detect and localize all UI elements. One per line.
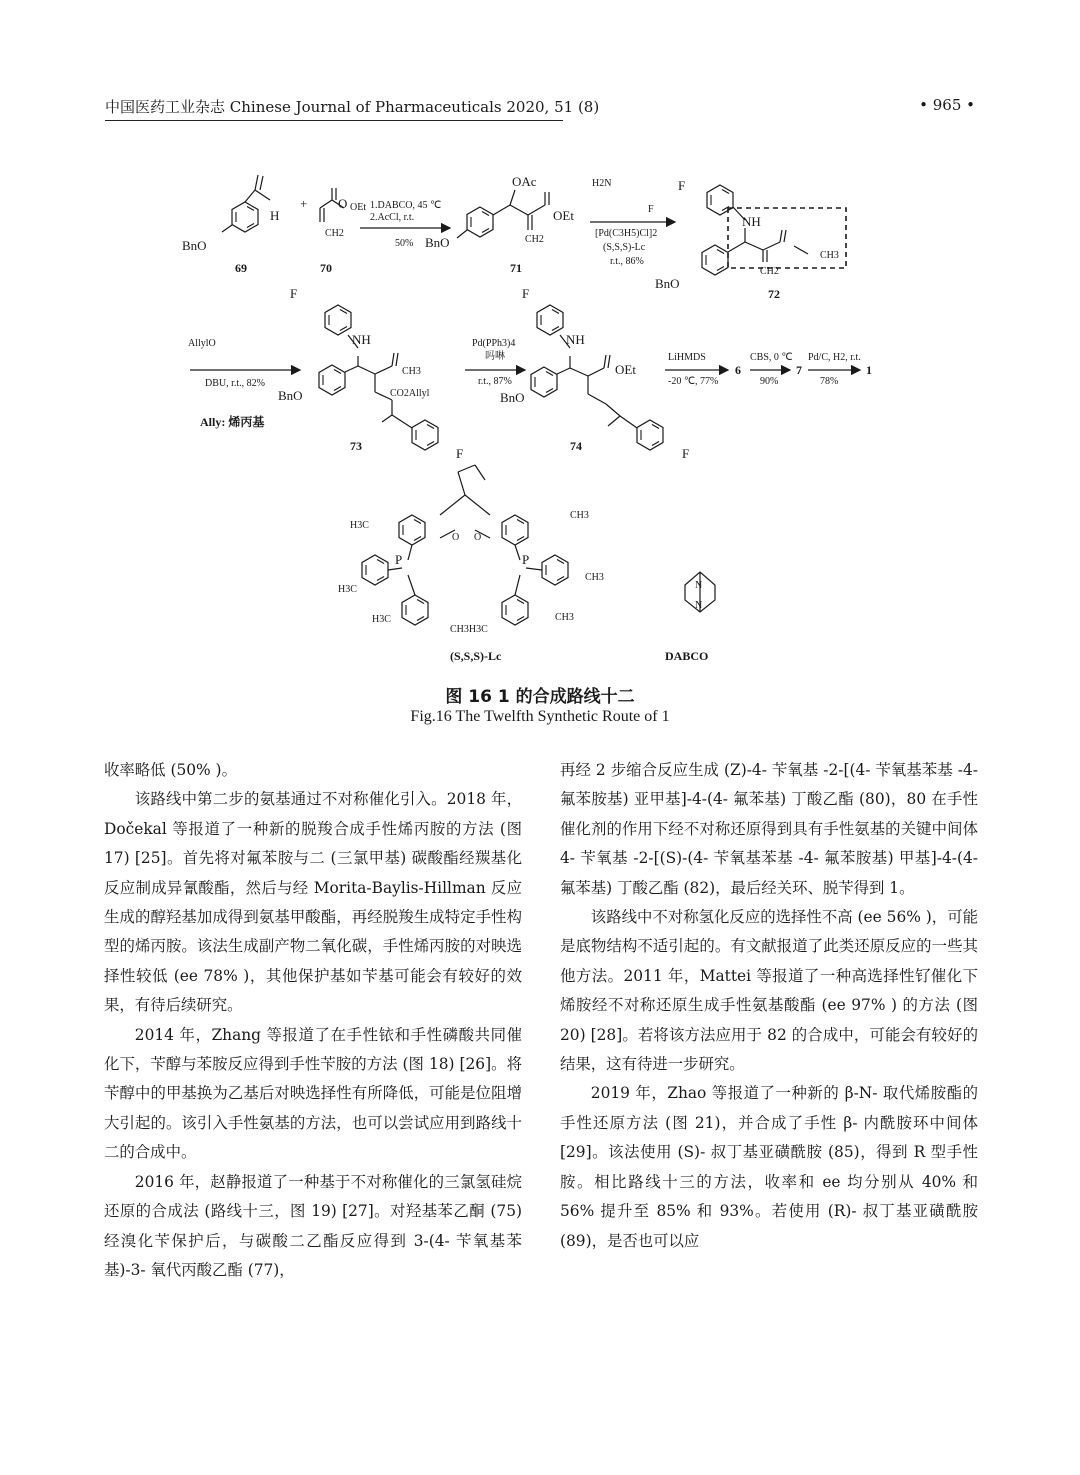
bno-73: BnO [278,388,303,403]
o-lc-1: O [452,532,460,543]
cond-step4-c: r.t., 87% [478,376,512,387]
bno-74: BnO [500,390,525,405]
journal-title: 中国医药工业杂志 Chinese Journal of Pharmaceuticals 2020, 51 (8) [105,98,600,116]
compound-69: 69 [235,261,247,275]
ch3-72: CH3 [820,250,839,261]
ch3-lc-3: CH3 [555,612,574,623]
nh-74: NH [566,332,585,347]
f-73b: F [456,446,464,461]
h2n-reagent: H2N [592,178,612,189]
compound-7: 7 [796,363,802,377]
cond-step4-a: Pd(PPh3)4 [472,338,516,349]
ch2-70: CH2 [325,228,344,239]
cond-step6-b: 90% [760,376,779,387]
o-70: O [338,196,348,211]
bno-69: BnO [182,238,207,253]
nh-73: NH [352,332,371,347]
paragraph: 2016 年，赵静报道了一种基于不对称催化的三氯氢硅烷还原的合成法 (路线十三，图 19) [27]。对羟基苯乙酮 (75) 经溴化苄保护后，与碳酸二乙酯反应得到 3-(4- 苄氧基苯基)-3- 氧代丙酸乙酯 (77)， [104,1172,522,1279]
co2allyl-73: CO2Allyl [390,388,430,399]
figure-caption-en: Fig.16 The Twelfth Synthetic Route of 1 [410,708,670,725]
paragraph: 收率略低 (50% )。 [104,761,237,779]
left-column [104,756,522,1285]
allyl-note: Ally: 烯丙基 [200,415,265,429]
o-lc-2: O [474,532,482,543]
compound-73: 73 [350,439,362,453]
cond-step1-yield: 50% [395,238,414,249]
h-69: H [270,208,280,223]
compound-70: 70 [320,261,332,275]
cond-step5-a: LiHMDS [668,352,706,363]
ch3-lc-2: CH3 [585,572,604,583]
cond-step7-b: 78% [820,376,839,387]
synthesis-scheme [160,160,900,675]
compound-72: 72 [768,287,780,301]
ch2-71: CH2 [525,234,544,245]
f-reagent: F [648,204,654,215]
paragraph: 2019 年，Zhao 等报道了一种新的 β-N- 取代烯胺酯的手性还原方法 (图 21)，并合成了手性 β- 内酰胺环中间体 [29]。该法使用 (S)- 叔丁基亚磺酰胺 (85)，得到 R 型手性胺。相比路线十三的方法，收率和 ee 均分别从 40% 和 56% 提升至 85% 和 93%。若使用 (R)- 叔丁基亚磺酰胺 (89)，是否也可以应 [560,1084,978,1250]
h3c-lc-2: H3C [338,584,357,595]
cond-step2-lig: (S,S,S)-Lc [603,242,646,253]
cond-step7-a: Pd/C, H2, r.t. [808,352,861,363]
bno-72: BnO [655,276,680,291]
f-74: F [522,286,530,301]
f-73: F [290,286,298,301]
compound-74: 74 [570,439,582,453]
h3c-lc-1: H3C [350,520,369,531]
oac-71: OAc [512,174,537,189]
paragraph: 该路线中第二步的氨基通过不对称催化引入。2018 年，Dočekal 等报道了一种新的脱羧合成手性烯丙胺的方法 (图17) [25]。首先将对氟苯胺与二 (三氯甲基) 碳酸酯经羰基化反应制成异氰酸酯，然后与经 Morita-Baylis-Hillman 反应生成的醇羟基加成得到氨基甲酸酯，再经脱羧生成特定手性构型的烯丙胺。该法生成副产物二氧化碳，手性烯丙胺的对映选择性较低 (ee 78% )，其他保护基如苄基可能会有较好的效果，有待后续研究。 [104,790,522,1015]
plus-sign: + [300,196,308,211]
paragraph: 该路线中不对称氢化反应的选择性不高 (ee 56% )，可能是底物结构不适引起的。有文献报道了此类还原反应的一些其他方法。2011 年，Mattei 等报道了一种高选择性钌催化下烯胺经不对称还原生成手性氨基酸酯 (ee 97% ) 的方法 (图 20) [28]。若将该方法应用于 82 的合成中，可能会有较好的结果，这有待进一步研究。 [560,908,978,1074]
cond-step1-a: 1.DABCO, 45 ℃ [370,200,442,211]
figure-caption-cn: 图 16 1 的合成路线十二 [445,687,635,707]
allylo-reagent: AllylO [188,338,216,349]
compound-71: 71 [510,261,522,275]
compound-6: 6 [735,363,741,377]
ch3-73: CH3 [402,366,421,377]
cond-step2-cat: [Pd(C3H5)Cl]2 [595,228,658,239]
h3c-lc-3: H3C [372,614,391,625]
right-column [560,756,978,1256]
nh-72: NH [742,214,761,229]
compound-1: 1 [866,363,872,377]
ligand-label: (S,S,S)-Lc [450,649,502,663]
cond-step4-b: 吗啉 [485,351,505,362]
cond-step6-a: CBS, 0 ℃ [750,352,793,363]
cond-step3: DBU, r.t., 82% [205,378,265,389]
oet-71: OEt [553,208,574,223]
f-74b: F [682,446,690,461]
ch2-72: CH2 [760,266,779,277]
ch3-lc-1: CH3 [570,510,589,521]
paragraph: 2014 年，Zhang 等报道了在手性铱和手性磷酸共同催化下，苄醇与苯胺反应得到手性苄胺的方法 (图 18) [26]。将苄醇中的甲基换为乙基后对映选择性有所降低，可能是位阻增大引起的。该引入手性氨基的方法，也可以尝试应用到路线十二的合成中。 [104,1025,522,1162]
p-lc-2: P [522,552,530,567]
n-dabco-1: N [695,580,703,591]
bno-71: BnO [425,235,450,250]
cond-step5-b: -20 ℃, 77% [668,376,719,387]
cond-step1-b: 2.AcCl, r.t. [370,212,415,223]
dabco-label: DABCO [665,649,709,663]
oet-70: OEt [350,202,367,213]
oet-74: OEt [615,362,636,377]
page-number: • 965 • [919,96,975,114]
cond-step2-yield: r.t., 86% [610,256,644,267]
n-dabco-2: N [695,600,703,611]
p-lc-1: P [395,552,403,567]
running-header [105,96,975,120]
ch3h3c-lc: CH3H3C [450,624,488,635]
header-rule [105,120,563,121]
f-72: F [678,178,686,193]
paragraph: 再经 2 步缩合反应生成 (Z)-4- 苄氧基 -2-[(4- 苄氧基苯基 -4- 氟苯胺基) 亚甲基]-4-(4- 氟苯基) 丁酸乙酯 (80)，80 在手性催化剂的作用下经不对称还原得到具有手性氨基的关键中间体 4- 苄氧基 -2-[(S)-(4- 苄氧基苯基 -4- 氟苯胺基) 甲基]-4-(4- 氟苯基) 丁酸乙酯 (82)，最后经关环、脱苄得到 1。 [560,761,978,897]
